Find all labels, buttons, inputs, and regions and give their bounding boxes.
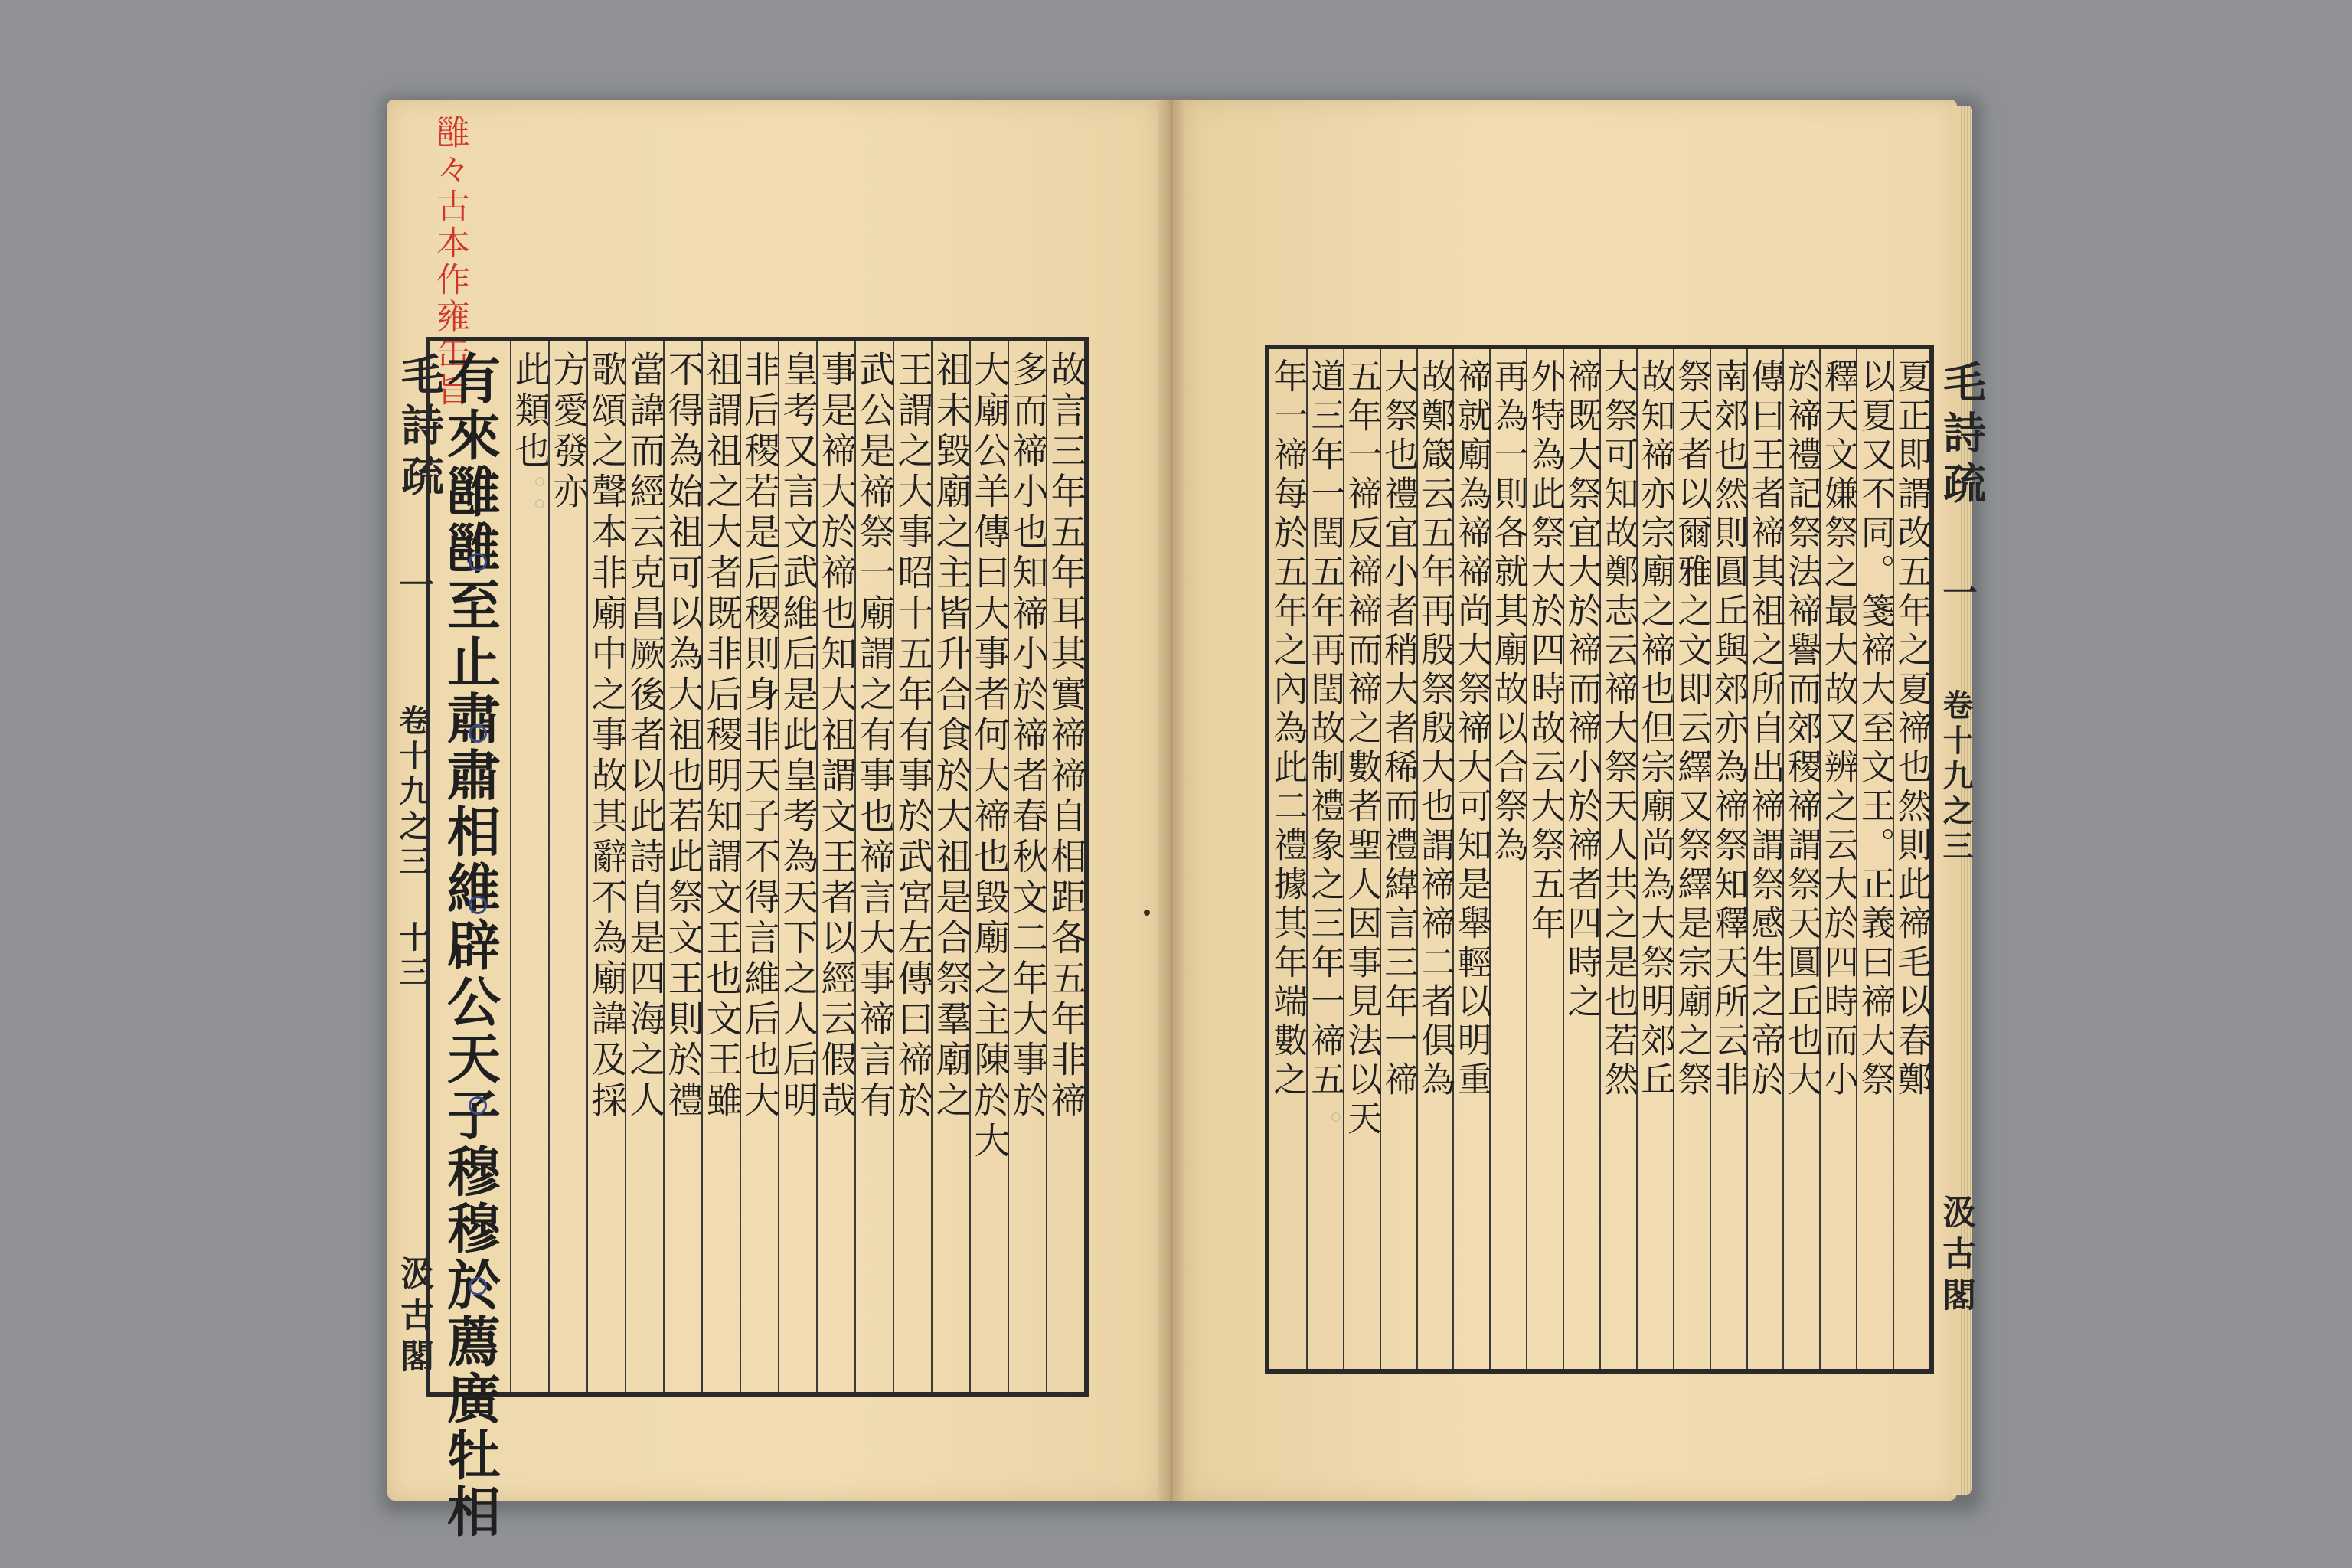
left-text-column	[1044, 341, 1087, 1392]
right-margin-publisher: 汲古閣	[1936, 1194, 1975, 1318]
right-text-column	[1269, 349, 1306, 1369]
punctuation-circle	[469, 724, 487, 743]
left-column-text: 祖未毀廟之主皆升合食於大祖是合祭羣廟之	[929, 351, 972, 1122]
right-column-text: 大祭可知故鄭志云禘大祭天人共之是也若然	[1598, 358, 1639, 1100]
binding-hole	[1144, 910, 1150, 916]
left-text-column	[430, 341, 510, 1540]
right-column-text: 外特為此祭大於四時故云大祭五年	[1524, 358, 1566, 944]
right-text-frame	[1265, 345, 1934, 1374]
left-column-text: 大廟公羊傳曰大事者何大禘也毀廟之主陳於大	[968, 351, 1011, 1162]
book-gutter	[1158, 100, 1185, 1501]
right-column-text: 故知禘亦宗廟之禘也但宗廟尚為大祭明郊丘	[1635, 358, 1676, 1100]
right-column-text: 再為一則各就其廟故以合祭為	[1488, 358, 1529, 866]
left-column-text: 非后稷若是后稷則身非天子不得言維后也大	[738, 351, 781, 1122]
right-column-text: 故鄭箴云五年再殷祭殷大也謂禘禘二者俱為	[1414, 358, 1455, 1100]
left-column-text: 多而禘小也知禘小於禘者春秋文二年大事於	[1006, 351, 1049, 1122]
left-column-text: 方愛發亦	[547, 351, 590, 513]
right-column-text: 年一禘每於五年之內為此二禮據其年端數之	[1267, 358, 1308, 1100]
right-column-text: 大祭也禮宜小者稍大者稀而禮緯言三年一禘	[1378, 358, 1419, 1100]
left-column-text: 有來雝雝至止肅肅相維辟公天子穆穆於薦廣牡相	[438, 351, 502, 1540]
right-column-text: 禘既大祭宜大於禘而禘小於禘者四時之	[1561, 358, 1602, 1022]
right-column-text: 道三年一閏五年再閏故制禮象之三年一禘五	[1305, 358, 1346, 1100]
left-column-text: 此類也	[508, 351, 551, 472]
punctuation-circle	[469, 553, 487, 571]
left-margin-publisher: 汲古閣	[394, 1256, 433, 1380]
right-column-text: 於禘禮記祭法禘譽而郊稷禘謂祭天圓丘也大	[1781, 358, 1822, 1100]
right-column-text: 以夏又不同。箋禘大至文王。正義曰禘大祭	[1854, 358, 1896, 1100]
right-column-text: 釋天文嫌祭之最大故又辨之云大於四時而小	[1818, 358, 1859, 1100]
left-column-text: 事是禘大於禘也知大祖謂文王者以經云假哉	[815, 351, 858, 1122]
left-column-text: 歌頌之聲本非廟中之事故其辭不為廟諱及採	[585, 351, 628, 1122]
left-margin-page: 卷十九之三 十三	[394, 704, 430, 991]
right-column-text: 禘就廟為禘禘尚大祭禘大可知是舉輕以明重	[1451, 358, 1492, 1100]
left-column-text: 皇考又言文武維后是此皇考為天下之人后明	[776, 351, 819, 1122]
punctuation-circle	[469, 1277, 487, 1295]
right-margin-page: 卷十九之三	[1938, 689, 1974, 865]
bleed-through-text: 。	[1306, 1110, 1344, 1148]
punctuation-circle	[469, 896, 487, 914]
right-column-text: 傳曰王者禘其祖之所自出禘謂祭感生之帝於	[1744, 358, 1785, 1100]
right-margin-title: 毛詩疏	[1936, 360, 1987, 511]
right-column-text: 南郊也然則圓丘與郊亦為禘祭知釋天所云非	[1708, 358, 1749, 1100]
left-column-text: 祖謂祖之大者既非后稷明知謂文王也文王雖	[700, 351, 743, 1122]
left-column-text: 故言三年五年耳其實禘禘自相距各五年非禘	[1044, 351, 1087, 1122]
left-column-text: 武公是禘祭一廟謂之有事也禘言大事禘言有	[853, 351, 896, 1122]
left-text-frame	[426, 337, 1089, 1540]
right-column-text: 夏正即謂改五年之夏禘也然則此禘毛以春鄭	[1891, 358, 1932, 1100]
left-column-text: 當諱而經云克昌厥後者以此詩自是四海之人	[623, 351, 666, 1122]
bleed-through-text: 。。	[510, 475, 547, 535]
left-column-text: 王謂之大事昭十五年有事於武宮左傳曰禘於	[891, 351, 934, 1122]
right-margin-juan: 一	[1937, 574, 1978, 617]
red-annotation: 雝々古本作雍缶旨	[430, 115, 469, 409]
left-margin-title: 毛詩疏	[394, 352, 445, 504]
left-column-text: 不得為始祖可以為大祖也若此祭文王則於禮	[662, 351, 704, 1122]
right-column-text: 祭天者以爾雅之文即云繹又祭繹是宗廟之祭	[1671, 358, 1713, 1100]
right-column-text: 五年一禘反禘禘而禘之數者聖人因事見法以天	[1341, 358, 1383, 1139]
punctuation-circle	[469, 1096, 487, 1115]
left-margin-juan: 一	[394, 567, 435, 609]
